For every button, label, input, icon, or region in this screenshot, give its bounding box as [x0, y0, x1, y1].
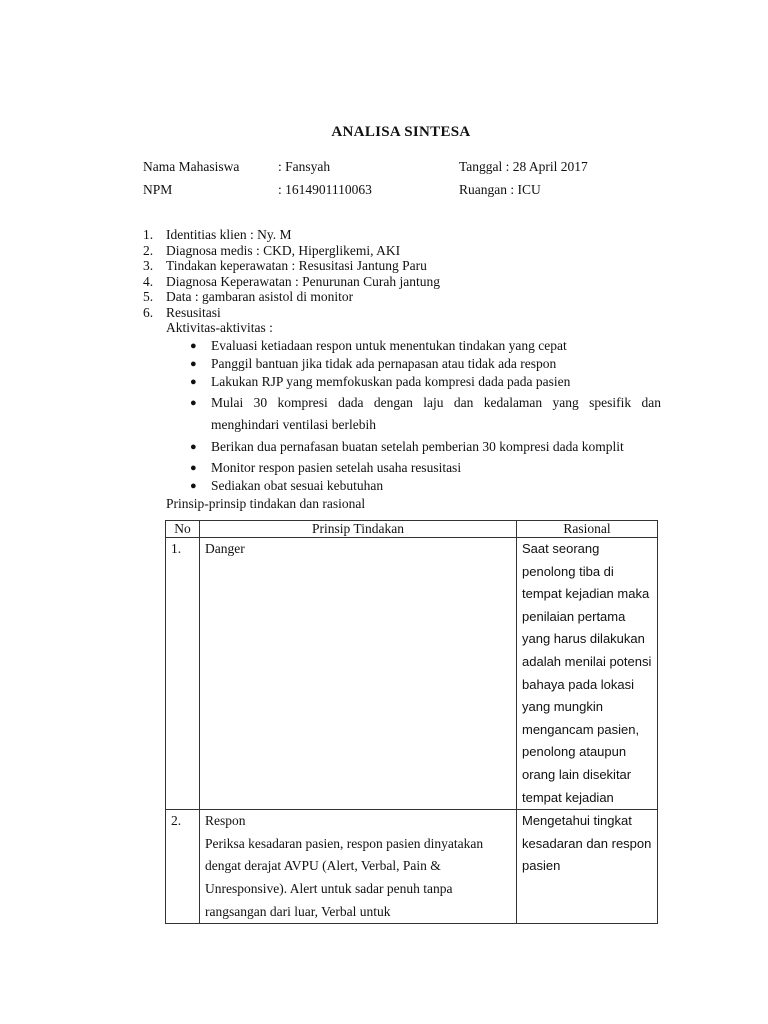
bullet-text: Monitor respon pasien setelah usaha resusitasi [211, 459, 462, 475]
cell-no: 1. [166, 538, 200, 810]
numbered-list [143, 227, 663, 511]
table-row [166, 538, 658, 810]
cell-no: 2. [166, 810, 200, 924]
list-item [143, 227, 663, 243]
student-info [143, 159, 663, 205]
cell-prinsip: Danger [200, 538, 517, 810]
aktivitas-heading: Aktivitas-aktivitas : [166, 320, 273, 335]
list-number: 5. [143, 289, 154, 304]
list-item [143, 243, 663, 259]
name-value: : Fansyah [278, 159, 331, 174]
list-item [143, 289, 663, 305]
info-row-name [143, 159, 663, 182]
list-number: 2. [143, 242, 154, 258]
bullet-text: Berikan dua pernafasan buatan setelah pemberian 30 kompresi dada komplit [211, 438, 624, 454]
list-item [143, 305, 663, 321]
table-row [166, 810, 658, 924]
room-field: Ruangan : ICU [459, 182, 541, 197]
bullet-icon: ● [190, 461, 197, 474]
list-text: Diagnosa medis : CKD, Hiperglikemi, AKI [166, 242, 401, 258]
header-rasional: Rasional [517, 521, 658, 538]
bullet-item [187, 478, 661, 494]
bullet-item [187, 392, 661, 436]
bullet-item [187, 436, 661, 458]
bullet-text: Sediakan obat sesuai kebutuhan [211, 477, 384, 493]
bullet-item [187, 374, 661, 390]
list-number: 4. [143, 273, 154, 289]
prinsip-heading: Prinsip-prinsip tindakan dan rasional [166, 495, 366, 511]
bullet-icon: ● [190, 396, 197, 409]
bullet-icon: ● [190, 357, 197, 370]
principles-table [165, 520, 658, 924]
list-text: Resusitasi [166, 304, 221, 320]
bullet-text: Lakukan RJP yang memfokuskan pada kompresi dada pada pasien [211, 373, 571, 389]
npm-value: : 1614901110063 [278, 182, 372, 197]
bullet-icon: ● [190, 440, 197, 453]
list-number: 3. [143, 258, 154, 273]
cell-prinsip: Respon Periksa kesadaran pasien, respon pasien dinyatakan dengat derajat AVPU (Alert, Verbal, Pain & Unresponsive). Alert untuk sadar penuh tanpa rangsangan dari luar, Verbal untuk [200, 810, 517, 924]
list-text: Diagnosa Keperawatan : Penurunan Curah jantung [166, 273, 441, 289]
bullet-icon: ● [190, 339, 197, 352]
list-number: 6. [143, 304, 154, 320]
bullet-item [187, 338, 661, 354]
cell-rasional: Saat seorang penolong tiba di tempat kejadian maka penilaian pertama yang harus dilakukan adalah menilai potensi bahaya pada lokasi yang mungkin mengancam pasien, penolong ataupun orang lain disekitar tempat kejadian [517, 538, 658, 810]
name-label: Nama Mahasiswa [143, 159, 240, 174]
cell-rasional: Mengetahui tingkat kesadaran dan respon pasien [517, 810, 658, 924]
npm-label: NPM [143, 182, 173, 197]
header-prinsip: Prinsip Tindakan [200, 521, 517, 538]
list-text: Tindakan keperawatan : Resusitasi Jantung Paru [166, 258, 427, 273]
bullet-icon: ● [190, 479, 197, 492]
bullet-icon: ● [190, 375, 197, 388]
info-row-npm [143, 182, 663, 205]
list-text: Data : gambaran asistol di monitor [166, 289, 354, 304]
date-field: Tanggal : 28 April 2017 [459, 159, 588, 174]
header-no: No [166, 521, 200, 538]
list-text: Identitias klien : Ny. M [166, 227, 292, 242]
bullet-item [187, 356, 661, 372]
list-item [143, 274, 663, 290]
table-header-row [166, 521, 658, 538]
bullet-item [187, 460, 661, 476]
list-number: 1. [143, 227, 154, 242]
document-title: ANALISA SINTESA [331, 124, 471, 140]
bullet-text: Evaluasi ketiadaan respon untuk menentukan tindakan yang cepat [211, 337, 567, 353]
bullet-text: Mulai 30 kompresi dada dengan laju dan kedalaman yang spesifik dan menghindari ventilasi berlebih [211, 394, 661, 432]
list-item [143, 258, 663, 274]
bullet-text: Panggil bantuan jika tidak ada pernapasan atau tidak ada respon [211, 355, 557, 371]
activity-bullet-list [143, 338, 661, 494]
